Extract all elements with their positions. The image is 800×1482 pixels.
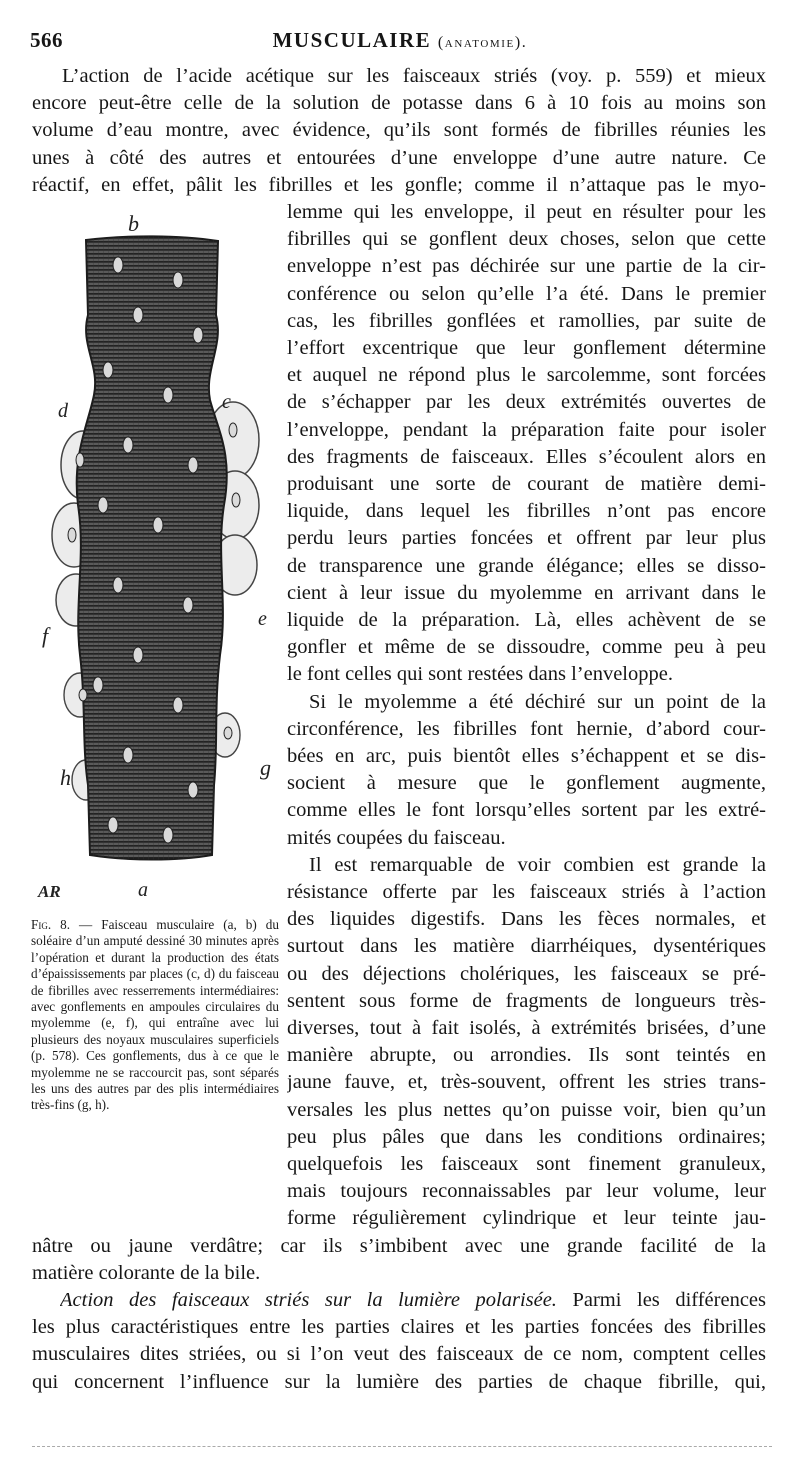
- running-title: [30, 28, 770, 53]
- text-line: nâtre ou jaune verdâtre; car ils s’imbibent avec une grande facilité de la: [32, 1234, 766, 1257]
- engraver-signature: AR: [38, 882, 61, 901]
- figure-letter-f: f: [42, 623, 49, 648]
- text-line: Si le myolemme a été déchiré sur un point de la: [309, 690, 766, 713]
- text-line: matière colorante de la bile.: [32, 1261, 261, 1284]
- text-line: lemme qui les enveloppe, il peut en résulter pour les: [287, 201, 766, 223]
- text-line: de transparence une grande élégance; elles se disso-: [287, 554, 766, 577]
- text-line: l’effort excentrique que leur gonflement détermine: [287, 337, 766, 359]
- page-number: 566: [30, 28, 63, 52]
- text-line: les plus caractéristiques entre les parties claires et les parties foncées des fibrilles: [32, 1316, 766, 1339]
- text-line: cas, les fibrilles gonflées et ramollies, par suite de: [287, 309, 766, 332]
- running-header: [30, 28, 770, 58]
- text-line: cient à leur issue du myolemme en arrivant dans le: [287, 581, 766, 604]
- text-line: réactif, en effet, pâlit les fibrilles et les gonfle; comme il n’attaque pas le myo-: [32, 173, 766, 196]
- text-line: socient à mesure que le gonflement augmente,: [287, 772, 766, 795]
- footer-rule: [32, 1446, 772, 1447]
- section-first-line-rest: Parmi les différences: [556, 1289, 766, 1311]
- text-line: liquide de la préparation. Là, elles achèvent de se: [287, 609, 766, 631]
- text-line: l’enveloppe, pendant la préparation faite pour isoler: [287, 418, 766, 441]
- text-line: mités coupées du faisceau.: [287, 826, 506, 849]
- figure-caption-label: Fig. 8.: [31, 917, 71, 932]
- text-line: musculaires dites striées, ou si l’on veut des faisceaux de ce nom, comptent celles: [32, 1343, 766, 1366]
- text-line: enveloppe n’est pas déchirée sur une partie de la cir-: [287, 255, 766, 278]
- text-line: le font celles qui sont restées dans l’enveloppe.: [287, 663, 673, 686]
- section-heading-line: [60, 1287, 766, 1314]
- text-line: versales les plus nettes qu’on puisse voir, bien qu’un: [287, 1098, 766, 1121]
- text-line: L’action de l’acide acétique sur les faisceaux striés (voy. p. 559) et mieux: [62, 65, 766, 87]
- figure-letter-c: c: [222, 391, 231, 413]
- figure-letter-d: d: [58, 400, 68, 422]
- text-line: conférence ou selon qu’elle l’a été. Dans le premier: [287, 282, 766, 305]
- text-line: sentent sous forme de fragments de longueurs très-: [287, 989, 766, 1012]
- figure-letter-h: h: [60, 765, 71, 790]
- figure-letter-b: b: [128, 211, 139, 236]
- text-line: manière abrupte, ou arrondies. Ils sont teintés en: [287, 1044, 766, 1067]
- text-line: mais toujours reconnaissables par leur volume, leur: [287, 1180, 766, 1203]
- text-line: unes à côté des autres et entourées d’une enveloppe d’une autre nature. Ce: [32, 146, 766, 169]
- text-line: des fragments de faisceaux. Elles s’écoulent alors en: [287, 445, 766, 468]
- text-line: des liquides digestifs. Dans les fèces normales, et: [287, 908, 766, 931]
- text-line: jaune fauve, et, très-souvent, offrent les stries trans-: [287, 1071, 766, 1094]
- text-line: résistance offerte par les faisceaux striés à l’action: [287, 881, 766, 903]
- text-line: et auquel ne répond plus le sarcolemme, sont forcées: [287, 364, 766, 387]
- text-line: diverses, tout à fait isolés, à extrémités brisées, d’une: [287, 1017, 766, 1039]
- text-line: de s’échapper par les deux extrémités ouvertes de: [287, 391, 766, 414]
- section-heading: Action des faisceaux striés sur la lumière polarisée.: [60, 1289, 557, 1311]
- figure-letter-a: a: [138, 879, 148, 901]
- text-line: fibrilles qui se gonflent deux choses, selon que cette: [287, 228, 766, 251]
- figure-caption-text: — Faisceau musculaire (a, b) du soléaire d’un amputé dessiné 30 minutes après l’opération et durant la production des états d’épaississements par places (c, d) du faisceau de fibrilles avec resserrements intermédiaires: avec gonflements en ampoules circulaires du myolemme (e, f), qui entraîne avec lui plusieurs des noyaux musculaires superficiels (p. 578). Ces gonflements, dus à ce que le myolemme ne se raccourcit pas, sont séparés les uns des autres par des plis intermédiaires très-fins (g, h).: [31, 917, 279, 1113]
- text-line: circonférence, les fibrilles font hernie, d’abord cour-: [287, 717, 766, 740]
- text-line: encore peut-être celle de la solution de potasse dans 6 à 10 fois au moins son: [32, 92, 766, 115]
- text-line: bées en arc, puis bientôt elles s’échappent et se dis-: [287, 745, 766, 767]
- text-line: qui concernent l’influence sur la lumière des parties de chaque fibrille, qui,: [32, 1370, 766, 1393]
- text-line: surtout dans les matière diarrhéiques, dysentériques: [287, 935, 766, 958]
- text-line: forme régulièrement cylindrique et leur teinte jau-: [287, 1207, 766, 1230]
- muscle-fiber-figure: [28, 205, 280, 905]
- text-line: liquide, dans lequel les fibrilles n’ont pas encore: [287, 500, 766, 523]
- text-line: peu plus pâles que dans les conditions ordinaires;: [287, 1125, 766, 1148]
- figure-caption: [31, 917, 279, 1114]
- text-line: quelquefois les faisceaux sont finement granuleux,: [287, 1153, 766, 1175]
- running-title-sub: (anatomie).: [437, 34, 528, 51]
- running-title-main: MUSCULAIRE: [272, 28, 432, 52]
- text-line: produisant une sorte de courant de matière demi-: [287, 473, 766, 495]
- text-line: perdu leurs parties foncées et offrent par leur plus: [287, 527, 766, 550]
- text-line: volume d’eau montre, avec évidence, qu’ils sont formés de fibrilles réunies les: [32, 119, 766, 142]
- figure-letter-e: e: [258, 608, 267, 630]
- text-line: Il est remarquable de voir combien est grande la: [309, 853, 766, 876]
- text-line: comme elles le font lorsqu’elles sortent par les extré-: [287, 799, 766, 822]
- figure-letter-g: g: [260, 755, 271, 780]
- text-line: ou des déjections cholériques, les faisceaux se pré-: [287, 962, 766, 985]
- text-line: gonfler et même de se dissoudre, comme peu à peu: [287, 636, 766, 659]
